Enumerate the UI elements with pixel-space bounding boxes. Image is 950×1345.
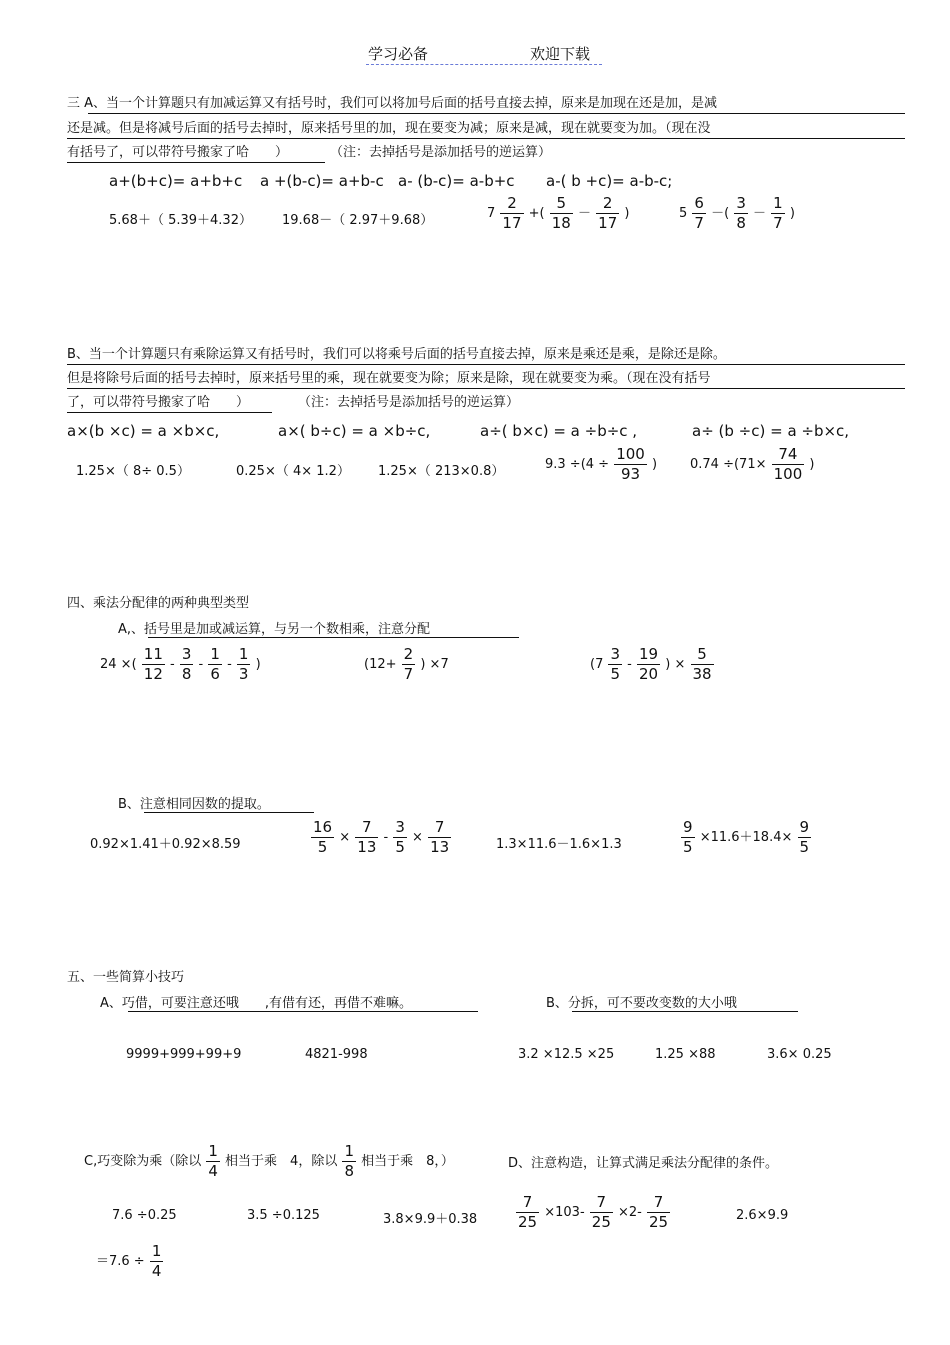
s5-c-exercise-1: 7.6 ÷0.25: [112, 1208, 177, 1223]
close-paren: ): [624, 206, 630, 221]
fraction: $\frac{5}{18}$: [551, 194, 571, 232]
s3a-exercise-2: 19.68－（ 2.97＋9.68）: [282, 213, 434, 228]
fraction: $\frac{2}{17}$: [598, 194, 618, 232]
expression-prefix: (7: [590, 657, 604, 672]
s5-d-title: D、注意构造，让算式满足乘法分配律的条件。: [508, 1156, 779, 1171]
operator: -: [627, 657, 632, 672]
fraction: $\frac{1}{6}$: [210, 645, 220, 683]
s4-b-title: B、注意相同因数的提取。: [118, 797, 270, 812]
s3b-rule-1: [67, 364, 905, 365]
fraction: $\frac{1}{3}$: [238, 645, 249, 683]
s5-title: 五、一些简算小技巧: [67, 970, 185, 985]
operator: ) ×: [665, 657, 686, 672]
s5-b-title: B、分拆，可不要改变数的大小哦: [546, 996, 737, 1011]
s4-b-exercise-2: [310, 818, 452, 857]
fraction: $\frac{3}{8}$: [736, 194, 746, 232]
fraction: $\frac{1}{4}$: [151, 1242, 162, 1280]
operator: ×2-: [618, 1205, 642, 1220]
fraction: $\frac{11}{12}$: [143, 645, 163, 683]
fraction: $\frac{16}{5}$: [313, 818, 333, 856]
fraction: $\frac{74}{100}$: [773, 445, 803, 483]
c-title-middle: 相当于乘 4，除以: [225, 1154, 338, 1169]
close-paren: ): [652, 457, 658, 472]
s3a-rule-formula-1: a+(b+c)= a+b+c: [109, 172, 243, 190]
s3b-line-1: B、当一个计算题只有乘除运算又有括号时，我们可以将乘号后面的括号直接去掉，原来是乘还是乘，是除还是除。: [67, 347, 726, 362]
fraction: $\frac{1}{7}$: [773, 194, 783, 232]
s3b-rule-2: [67, 388, 905, 389]
fraction: $\frac{2}{17}$: [502, 194, 522, 232]
s4-a-title: A,、括号里是加或减运算，与另一个数相乘，注意分配: [118, 622, 431, 637]
fraction: $\frac{7}{25}$: [518, 1193, 538, 1231]
s3b-exercise-4: [545, 445, 657, 484]
operator: ×11.6＋18.4×: [699, 830, 793, 845]
s3a-line-3: 有括号了，可以带符号搬家了哈 ）: [67, 145, 289, 160]
operator: -: [198, 657, 204, 672]
header-left: 学习必备: [368, 45, 429, 63]
expression-prefix: 24 ×(: [100, 657, 137, 672]
s5-c-title: [84, 1142, 454, 1181]
s3a-exercise-3: [487, 194, 629, 233]
operator: -: [170, 657, 175, 672]
s5-c-exercise-2: 3.5 ÷0.125: [247, 1208, 320, 1223]
whole-number: 5: [679, 206, 688, 221]
expression-prefix: 0.74 ÷(71×: [690, 457, 767, 472]
s3b-rule-formula-3: a÷( b×c) = a ÷b÷c ,: [480, 422, 638, 440]
close-paren: ): [789, 206, 795, 221]
s4-a-exercise-2: [364, 645, 449, 684]
s4-a-underline: [148, 637, 519, 638]
s5-a-exercise-1: 9999+999+99+9: [126, 1047, 242, 1062]
s3b-exercise-5: [690, 445, 814, 484]
s4-title: 四、乘法分配律的两种典型类型: [67, 596, 250, 611]
fraction: $\frac{3}{8}$: [181, 645, 192, 683]
fraction: $\frac{9}{5}$: [683, 818, 693, 856]
c-title-suffix: 相当于乘 8，）: [361, 1154, 454, 1169]
close-paren: ): [255, 657, 261, 672]
header-underline: [366, 64, 602, 65]
s3b-exercise-1: 1.25×（ 8÷ 0.5）: [76, 464, 190, 479]
s3a-exercise-1: 5.68＋（ 5.39＋4.32）: [109, 213, 252, 228]
fraction: $\frac{9}{5}$: [799, 818, 810, 856]
header-right: 欢迎下载: [530, 45, 591, 63]
fraction: $\frac{100}{93}$: [616, 445, 645, 483]
s3b-line-3: 了，可以带符号搬家了哈 ）: [67, 395, 250, 410]
fraction: $\frac{1}{8}$: [344, 1142, 355, 1180]
fraction: $\frac{1}{4}$: [208, 1142, 218, 1180]
s3a-note: （注：去掉括号是添加括号的逆运算）: [330, 145, 552, 160]
operator: ×: [412, 830, 423, 845]
whole-number: 7: [487, 206, 496, 221]
s3b-rule-formula-1: a×(b ×c) = a ×b×c,: [67, 422, 220, 440]
fraction: $\frac{7}{25}$: [649, 1193, 669, 1231]
s5-c-exercise-3: 3.8×9.9＋0.38: [383, 1212, 478, 1227]
fraction: $\frac{6}{7}$: [694, 194, 704, 232]
s3b-exercise-3: 1.25×（ 213×0.8）: [378, 464, 505, 479]
fraction: $\frac{3}{5}$: [610, 645, 621, 683]
s5-a-exercise-2: 4821-998: [305, 1047, 368, 1062]
fraction: $\frac{7}{25}$: [591, 1193, 611, 1231]
fraction: $\frac{7}{13}$: [357, 818, 377, 856]
s3b-note: （注：去掉括号是添加括号的逆运算）: [298, 395, 520, 410]
s5-b-exercise-1: 3.2 ×12.5 ×25: [518, 1047, 615, 1062]
close-paren: ): [809, 457, 815, 472]
s3a-rule-formula-3: a- (b-c)= a-b+c: [398, 172, 515, 190]
expression-prefix: 9.3 ÷(4 ÷: [545, 457, 610, 472]
s3b-line-2: 但是将除号后面的括号去掉时，原来括号里的乘，现在就要变为除；原来是除，现在就要变为乘。（现在没有括号: [67, 371, 711, 386]
operator: －(: [711, 206, 730, 221]
operator: -: [383, 830, 389, 845]
s3a-rule-2: [67, 138, 905, 139]
operator: ×103-: [544, 1205, 585, 1220]
s4-b-exercise-1: 0.92×1.41＋0.92×8.59: [90, 837, 241, 852]
fraction: $\frac{7}{13}$: [430, 818, 450, 856]
s3b-exercise-2: 0.25×（ 4× 1.2）: [236, 464, 350, 479]
s5-a-title: A、巧借，可要注意还哦 ,有借有还，再借不难嘛。: [100, 996, 413, 1011]
fraction: $\frac{2}{7}$: [403, 645, 414, 683]
s4-b-exercise-4: [680, 818, 812, 857]
hint-prefix: ＝7.6 ÷: [96, 1254, 145, 1269]
operator: －: [753, 206, 767, 221]
s3b-rule-formula-2: a×( b÷c) = a ×b÷c,: [278, 422, 431, 440]
fraction: $\frac{5}{38}$: [692, 645, 712, 683]
s5-b-underline: [572, 1011, 798, 1012]
expression-prefix: (12+: [364, 657, 397, 672]
s3a-exercise-4: [679, 194, 795, 233]
fraction: $\frac{19}{20}$: [639, 645, 659, 683]
operator: ×: [339, 830, 351, 845]
s4-b-exercise-3: 1.3×11.6－1.6×1.3: [496, 837, 622, 852]
s4-a-exercise-1: [100, 645, 261, 684]
s3b-rule-formula-4: a÷ (b ÷c) = a ÷b×c,: [692, 422, 850, 440]
s3a-rule-3: [67, 162, 325, 163]
operator: －: [578, 206, 592, 221]
expression-suffix: ) ×7: [420, 657, 449, 672]
s3a-line-2: 还是减。但是将减号后面的括号去掉时，原来括号里的加，现在要变为减；原来是减，现在就要变为加。（现在没: [67, 121, 711, 136]
s3a-rule-formula-2: a +(b-c)= a+b-c: [260, 172, 384, 190]
s3a-rule-1: [88, 113, 905, 114]
s4-b-underline: [144, 812, 314, 813]
s3b-rule-3: [67, 412, 272, 413]
s5-b-exercise-2: 1.25 ×88: [655, 1047, 716, 1062]
s5-c-hint: [96, 1242, 164, 1281]
s3a-line-1: 三 A、当一个计算题只有加减运算又有括号时，我们可以将加号后面的括号直接去掉，原来是加现在还是加，是减: [67, 96, 718, 111]
c-title-prefix: C,巧变除为乘（除以: [84, 1154, 202, 1169]
s4-a-exercise-3: [590, 645, 715, 684]
operator: -: [227, 657, 232, 672]
s5-d-exercise-2: 2.6×9.9: [736, 1208, 789, 1223]
fraction: $\frac{3}{5}$: [395, 818, 405, 856]
s3a-rule-formula-4: a-( b +c)= a-b-c;: [546, 172, 673, 190]
s5-b-exercise-3: 3.6× 0.25: [767, 1047, 832, 1062]
s5-d-exercise-1: [515, 1193, 671, 1232]
operator: +(: [528, 206, 545, 221]
s5-a-underline: [128, 1011, 478, 1012]
